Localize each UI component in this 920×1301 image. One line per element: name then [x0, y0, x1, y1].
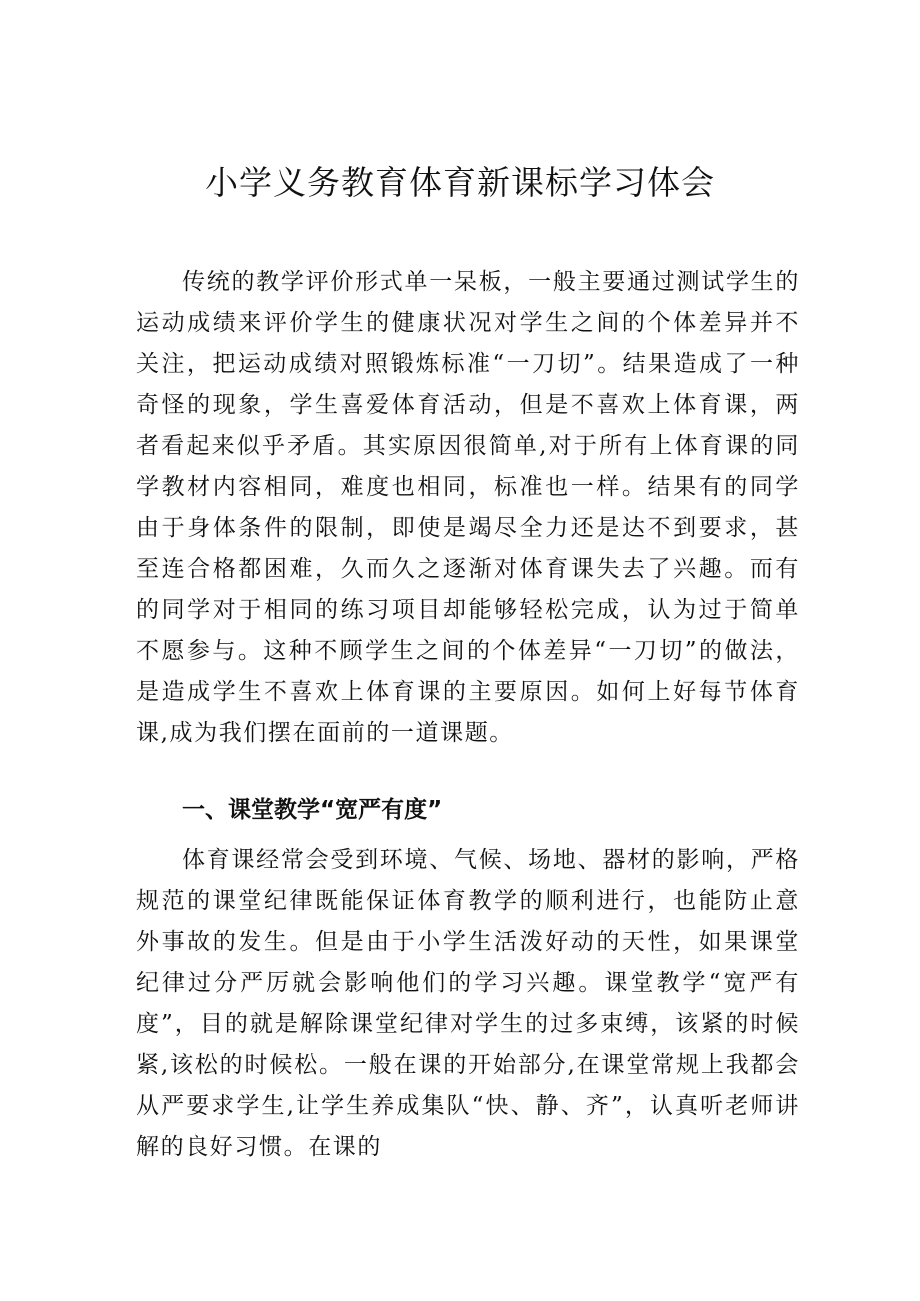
body-paragraph-2: 体育课经常会受到环境、气候、场地、器材的影响，严格规范的课堂纪律既能保证体育教学的顺利进行，也能防止意外事故的发生。但是由于小学生活泼好动的天性，如果课堂纪律过分严厉就会影响他们的学习兴趣。课堂教学“宽严有度”，目的就是解除课堂纪律对学生的过多束缚，该紧的时候紧,该松的时候松。一般在课的开始部分,在课堂常规上我都会从严要求学生,让学生养成集队“快、静、齐”，认真听老师讲解的良好习惯。在课的 — [136, 847, 800, 1160]
body-paragraph-1: 传统的教学评价形式单一呆板，一般主要通过测试学生的运动成绩来评价学生的健康状况对学生之间的个体差异并不关注，把运动成绩对照锻炼标准“一刀切”。结果造成了一种奇怪的现象，学生喜爱体育活动，但是不喜欢上体育课，两者看起来似乎矛盾。其实原因很简单,对于所有上体育课的同学教材内容相同，难度也相同，标准也一样。结果有的同学由于身体条件的限制，即使是竭尽全力还是达不到要求，甚至连合格都困难，久而久之逐渐对体育课失去了兴趣。而有的同学对于相同的练习项目却能够轻松完成，认为过于简单不愿参与。这种不顾学生之间的个体差异“一刀切”的做法，是造成学生不喜欢上体育课的主要原因。如何上好每节体育课,成为我们摆在面前的一道课题。 — [136, 269, 800, 746]
section-heading: 一、课堂教学“宽严有度” — [182, 797, 443, 823]
document-title: 小学义务教育体育新课标学习体会 — [205, 163, 715, 202]
